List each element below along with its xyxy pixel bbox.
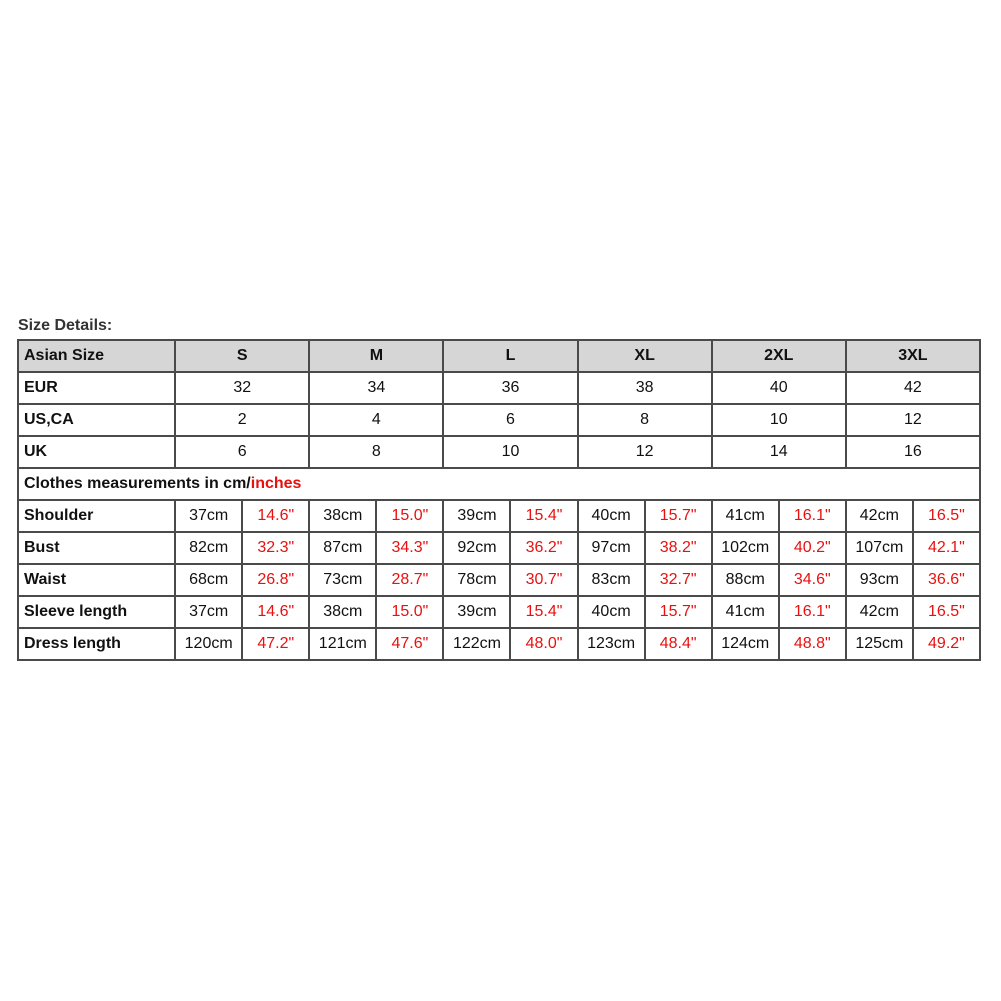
inch-cell: 48.0" [510,628,577,660]
cm-cell: 78cm [443,564,510,596]
table-cell: 10 [712,404,846,436]
inch-cell: 48.4" [645,628,712,660]
inch-cell: 40.2" [779,532,846,564]
inch-cell: 28.7" [376,564,443,596]
size-header-2xl: 2XL [712,340,846,372]
cm-cell: 39cm [443,596,510,628]
section-heading-prefix: Clothes measurements in cm/ [24,475,251,492]
table-row-uk [18,436,980,468]
inch-cell: 16.5" [913,596,980,628]
size-details-title: Size Details: [18,317,113,334]
cm-cell: 40cm [578,500,645,532]
cm-cell: 42cm [846,596,913,628]
table-cell: 6 [175,436,309,468]
inch-cell: 26.8" [242,564,309,596]
row-label: Dress length [18,628,175,660]
table-cell: 38 [578,372,712,404]
table-cell: 34 [309,372,443,404]
inch-cell: 36.2" [510,532,577,564]
size-chart-table [17,339,981,661]
cm-cell: 88cm [712,564,779,596]
inch-cell: 36.6" [913,564,980,596]
inch-cell: 15.0" [376,500,443,532]
cm-cell: 125cm [846,628,913,660]
inch-cell: 30.7" [510,564,577,596]
cm-cell: 122cm [443,628,510,660]
inch-cell: 49.2" [913,628,980,660]
section-heading [18,468,980,500]
cm-cell: 38cm [309,596,376,628]
table-cell: 16 [846,436,980,468]
table-cell: 6 [443,404,577,436]
size-header-m: M [309,340,443,372]
table-cell: 40 [712,372,846,404]
table-header-row [18,340,980,372]
cm-cell: 123cm [578,628,645,660]
row-label: Sleeve length [18,596,175,628]
table-cell: 8 [309,436,443,468]
row-label: Bust [18,532,175,564]
cm-cell: 41cm [712,596,779,628]
inch-cell: 34.3" [376,532,443,564]
inch-cell: 34.6" [779,564,846,596]
cm-cell: 41cm [712,500,779,532]
row-label: Waist [18,564,175,596]
table-cell: 36 [443,372,577,404]
row-label: Shoulder [18,500,175,532]
row-label: UK [18,436,175,468]
inch-cell: 15.4" [510,500,577,532]
inch-cell: 47.2" [242,628,309,660]
header-label: Asian Size [18,340,175,372]
inch-cell: 15.4" [510,596,577,628]
cm-cell: 37cm [175,596,242,628]
cm-cell: 107cm [846,532,913,564]
table-row-dress-length [18,628,980,660]
inch-cell: 15.0" [376,596,443,628]
table-cell: 14 [712,436,846,468]
inch-cell: 32.3" [242,532,309,564]
table-cell: 2 [175,404,309,436]
table-row-sleeve-length [18,596,980,628]
size-header-s: S [175,340,309,372]
cm-cell: 42cm [846,500,913,532]
inch-cell: 15.7" [645,500,712,532]
size-header-xl: XL [578,340,712,372]
cm-cell: 38cm [309,500,376,532]
inch-cell: 16.1" [779,500,846,532]
cm-cell: 37cm [175,500,242,532]
cm-cell: 39cm [443,500,510,532]
cm-cell: 102cm [712,532,779,564]
table-row-us-ca [18,404,980,436]
table-cell: 12 [578,436,712,468]
inch-cell: 47.6" [376,628,443,660]
table-row-bust [18,532,980,564]
inch-cell: 16.1" [779,596,846,628]
row-label: EUR [18,372,175,404]
inch-cell: 42.1" [913,532,980,564]
cm-cell: 93cm [846,564,913,596]
cm-cell: 92cm [443,532,510,564]
table-cell: 12 [846,404,980,436]
inch-cell: 32.7" [645,564,712,596]
table-cell: 32 [175,372,309,404]
inch-cell: 15.7" [645,596,712,628]
cm-cell: 83cm [578,564,645,596]
inch-cell: 38.2" [645,532,712,564]
table-cell: 10 [443,436,577,468]
table-cell: 4 [309,404,443,436]
row-label: US,CA [18,404,175,436]
inch-cell: 16.5" [913,500,980,532]
table-row-eur [18,372,980,404]
inch-cell: 14.6" [242,500,309,532]
size-header-l: L [443,340,577,372]
inch-cell: 48.8" [779,628,846,660]
cm-cell: 87cm [309,532,376,564]
table-cell: 42 [846,372,980,404]
cm-cell: 73cm [309,564,376,596]
inch-cell: 14.6" [242,596,309,628]
table-cell: 8 [578,404,712,436]
cm-cell: 82cm [175,532,242,564]
section-heading-highlight: inches [250,475,302,492]
cm-cell: 40cm [578,596,645,628]
cm-cell: 121cm [309,628,376,660]
size-header-3xl: 3XL [846,340,980,372]
section-row [18,468,980,500]
table-row-shoulder [18,500,980,532]
cm-cell: 120cm [175,628,242,660]
cm-cell: 97cm [578,532,645,564]
cm-cell: 68cm [175,564,242,596]
cm-cell: 124cm [712,628,779,660]
table-row-waist [18,564,980,596]
